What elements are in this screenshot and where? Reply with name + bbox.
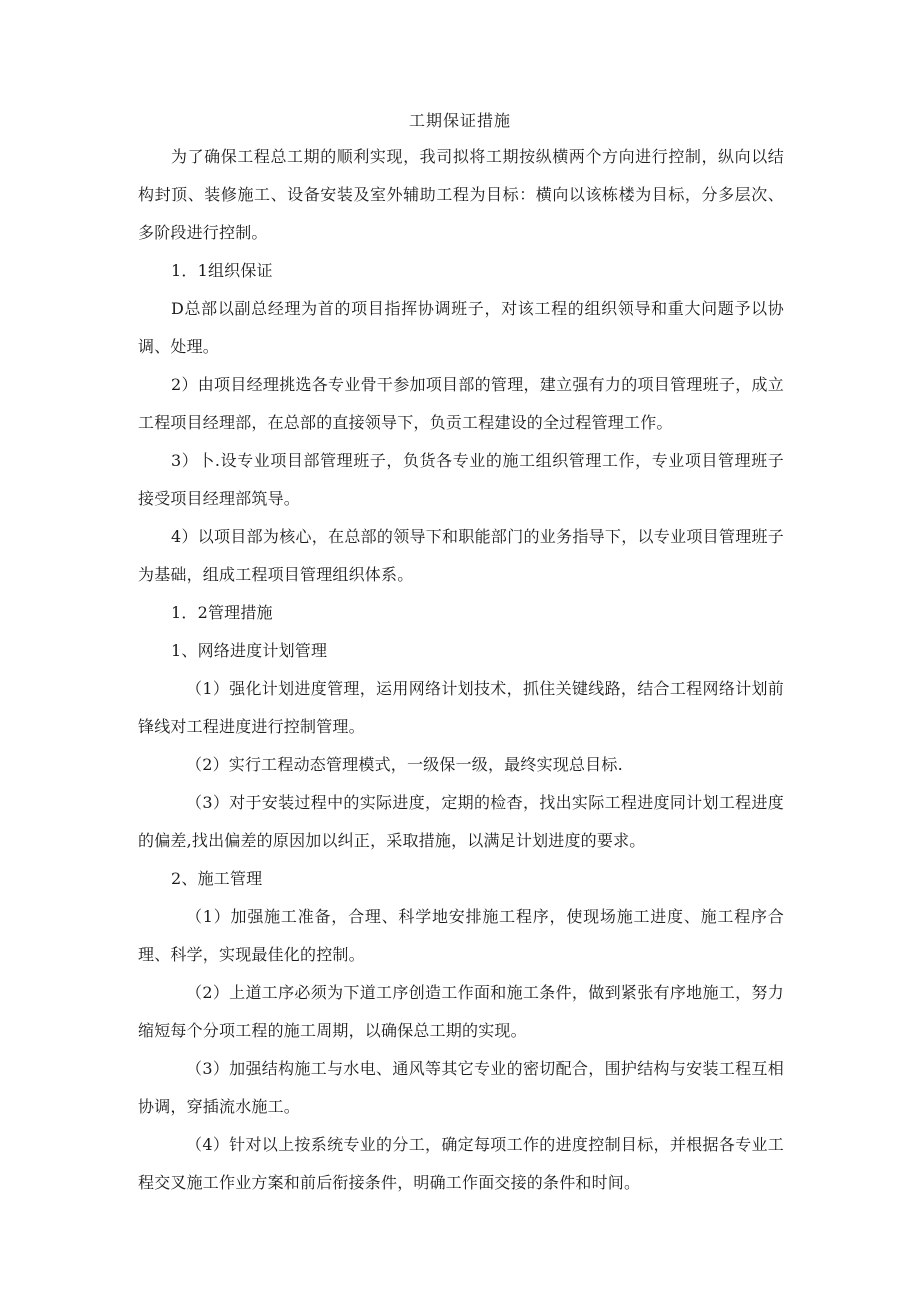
network-item-2: （2）实行工程动态管理模式，一级保一级，最终实现总目标. [186, 755, 623, 774]
network-item-3: （3）对于安装过程中的实际进度，定期的检杳，找出实际工程进度同计划工程进度的偏差,找出偏差的原因加以纠正，采取措施，以满足计划进度的要求。 [138, 793, 784, 850]
subheading-network-schedule: 1、网络进度计划管理 [171, 641, 328, 660]
construction-item-2: （2）上道工序必须为下道工序创造工作面和施工条件，做到紧张有序地施工，努力缩短每个分项工程的施工周期，以确保总工期的实现。 [138, 983, 784, 1040]
section-heading-organization: 1．1组织保证 [171, 261, 273, 280]
section-heading-management: 1．2管理措施 [171, 603, 273, 622]
construction-item-4: （4）针对以上按系统专业的分工，确定每项工作的进度控制目标，并根据各专业工程交叉施工作业方案和前后衔接条件，明确工作面交接的条件和时间。 [138, 1135, 784, 1192]
document-title: 工期保证措施 [408, 111, 511, 130]
intro-paragraph: 为了确保工程总工期的顺利实现，我司拟将工期按纵横两个方向进行控制，纵向以结构封顶、装修施工、设备安装及室外辅助工程为目标：横向以该栋楼为目标，分多层次、多阶段进行控制。 [138, 147, 784, 242]
network-item-1: （1）强化计划进度管理，运用网络计划技术，抓住关键线路，结合工程网络计划前锋线对工程进度进行控制管理。 [138, 679, 784, 736]
paragraph-item-3: 3）卜.设专业项目部管理班子，负货各专业的施工组织管理工作，专业项目管理班子接受项目经理部筑导。 [138, 451, 784, 508]
document-body [138, 138, 784, 1202]
paragraph-item-1: D总部以副总经理为首的项目指挥协调班子，对该工程的组织领导和重大问题予以协调、处理。 [138, 299, 784, 356]
paragraph-item-4: 4）以项目部为核心，在总部的领导下和职能部门的业务指导下，以专业项目管理班子为基础，组成工程项目管理组织体系。 [138, 527, 784, 584]
construction-item-1: （1）加强施工准备，合理、科学地安排施工程序，使现场施工进度、施工程序合理、科学，实现最佳化的控制。 [138, 907, 784, 964]
construction-item-3: （3）加强结构施工与水电、通风等其它专业的密切配合，围护结构与安装工程互相协调，穿插流水施工。 [138, 1059, 784, 1116]
subheading-construction-management: 2、施工管理 [171, 869, 263, 888]
paragraph-item-2: 2）由项目经理挑选各专业骨干参加项目部的管理，建立强有力的项目管理班子，成立工程项目经理部，在总部的直接领导下，负贡工程建设的全过程管理工作。 [138, 375, 784, 432]
